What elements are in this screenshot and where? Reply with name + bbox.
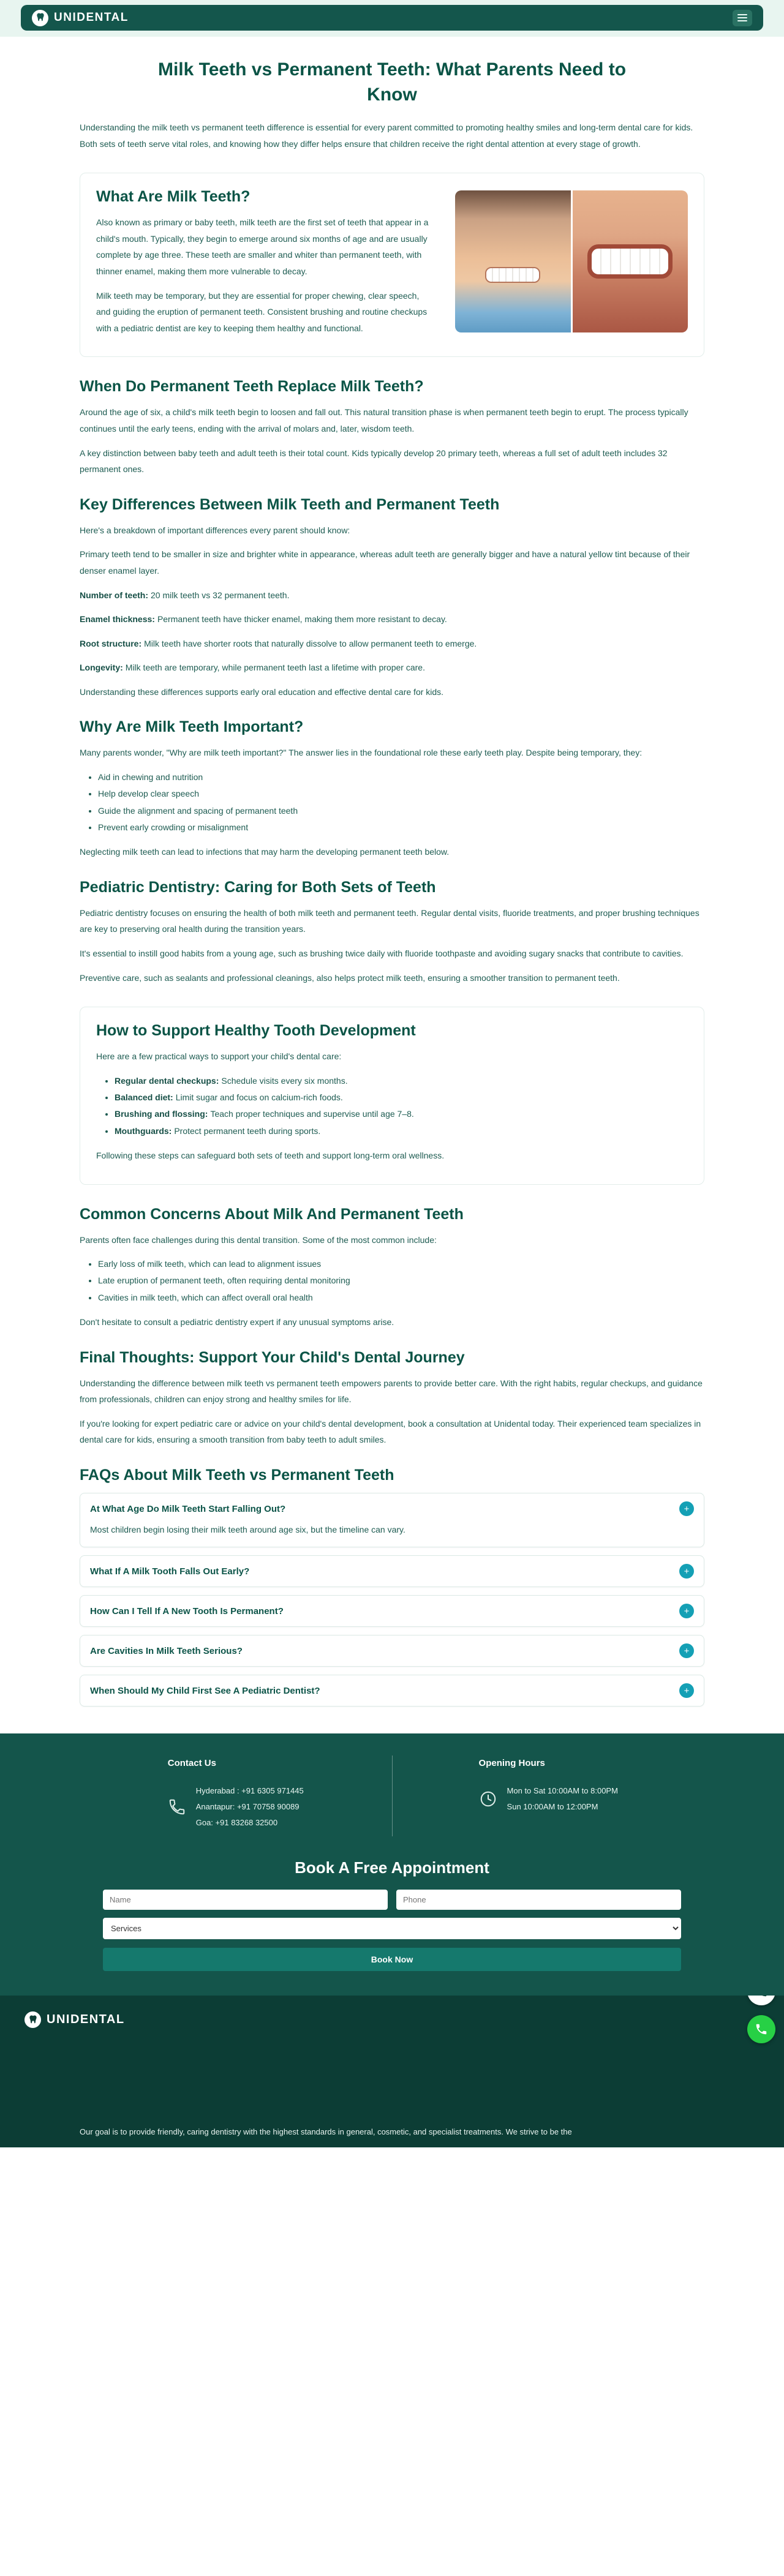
name-input[interactable]	[103, 1890, 388, 1910]
tooth-icon	[32, 10, 48, 26]
difference-label: Number of teeth:	[80, 590, 148, 600]
faq-item	[80, 1675, 704, 1707]
hours-line: Sun 10:00AM to 12:00PM	[507, 1802, 598, 1812]
hours-heading: Opening Hours	[478, 1758, 545, 1769]
section-heading: Common Concerns About Milk And Permanent Teeth	[80, 1205, 464, 1223]
list-item	[115, 1123, 688, 1140]
section-heading: When Do Permanent Teeth Replace Milk Teeth?	[80, 378, 424, 396]
faq-question-row[interactable]	[90, 1604, 694, 1618]
difference-label: Root structure:	[80, 638, 142, 648]
section-heading: Pediatric Dentistry: Caring for Both Sets of Teeth	[80, 878, 436, 896]
paragraph: Don't hesitate to consult a pediatric dentistry expert if any unusual symptoms arise.	[80, 1317, 394, 1327]
faq-question: What If A Milk Tooth Falls Out Early?	[90, 1566, 250, 1577]
section-common-concerns	[80, 1206, 704, 1331]
paragraph: Also known as primary or baby teeth, milk teeth are the first set of teeth that appear in a child's mouth. Typically, they begin to emerge around six months of age and are usually complete by age three. These teeth are smaller and whiter than permanent teeth, with thinner enamel, making them more vulnerable to decay.	[96, 217, 429, 276]
whatsapp-button[interactable]	[747, 2015, 775, 2043]
paragraph: Parents often face challenges during this dental transition. Some of the most common include:	[80, 1234, 437, 1245]
faq-expand-icon[interactable]: +	[679, 1683, 694, 1698]
faq-question-row[interactable]	[90, 1564, 694, 1579]
faq-question: At What Age Do Milk Teeth Start Falling Out?	[90, 1503, 286, 1514]
faq-answer: Most children begin losing their milk teeth around age six, but the timeline can vary.	[90, 1525, 405, 1535]
support-text: Limit sugar and focus on calcium-rich foods.	[175, 1092, 343, 1103]
faq-question-row[interactable]	[90, 1643, 694, 1658]
brand-name: UNIDENTAL	[54, 11, 129, 24]
header	[0, 0, 784, 37]
child-smile-photo	[455, 190, 571, 332]
list-item	[115, 1089, 688, 1106]
difference-item	[80, 636, 704, 652]
footer	[0, 1733, 784, 1996]
difference-text: Milk teeth are temporary, while permanent teeth last a lifetime with proper care.	[125, 663, 425, 673]
contact-line: Goa: +91 83268 32500	[195, 1818, 278, 1828]
support-text: Teach proper techniques and supervise until age 7–8.	[210, 1109, 414, 1119]
contact-line: Hyderabad : +91 6305 971445	[195, 1786, 304, 1796]
call-button[interactable]	[747, 1996, 775, 2005]
section-what-are-milk-teeth	[80, 173, 704, 357]
list-item	[115, 1073, 688, 1089]
faq-item	[80, 1555, 704, 1587]
section-heading: What Are Milk Teeth?	[96, 188, 251, 206]
paragraph: Pediatric dentistry focuses on ensuring the health of both milk teeth and permanent teeth. Regular dental visits, fluoride treatments, and proper brushing techniques are key to preserving oral health during the transition years.	[80, 907, 699, 934]
section-importance	[80, 718, 704, 860]
footer-hours	[392, 1756, 705, 1836]
list-item: • Guide the alignment and spacing of permanent teeth	[98, 803, 704, 819]
difference-label: Longevity:	[80, 663, 123, 673]
list-item: • Prevent early crowding or misalignment	[98, 819, 704, 836]
faq-heading: FAQs About Milk Teeth vs Permanent Teeth	[80, 1466, 394, 1484]
paragraph: Here are a few practical ways to support your child's dental care:	[96, 1051, 342, 1062]
phone-input[interactable]	[396, 1890, 681, 1910]
tooth-icon	[24, 2011, 41, 2028]
paragraph: A key distinction between baby teeth and adult teeth is their total count. Kids typically develop 20 primary teeth, whereas a full set of adult teeth includes 32 permanent ones.	[80, 448, 668, 475]
closeup-smile-photo	[573, 190, 688, 332]
footer-bottom	[0, 1996, 784, 2147]
book-now-button[interactable]: Book Now	[103, 1948, 681, 1971]
list-item: • Help develop clear speech	[98, 786, 704, 802]
whatsapp-icon	[755, 2022, 768, 2036]
faq-item	[80, 1493, 704, 1547]
hours-line: Mon to Sat 10:00AM to 8:00PM	[507, 1786, 618, 1796]
section-faq	[80, 1466, 704, 1707]
section-pediatric-dentistry	[80, 879, 704, 986]
faq-item	[80, 1635, 704, 1667]
difference-text: 20 milk teeth vs 32 permanent teeth.	[151, 590, 290, 600]
paragraph: Many parents wonder, "Why are milk teeth important?" The answer lies in the foundational role these early teeth play. Despite being temporary, they:	[80, 748, 643, 758]
paragraph: Around the age of six, a child's milk teeth begin to loosen and fall out. This natural transition phase is when permanent teeth begin to erupt. The process typically continues until the early teens, ending with the arrival of molars and, later, wisdom teeth.	[80, 407, 688, 434]
footer-contact	[80, 1756, 392, 1836]
brand-logo[interactable]	[32, 10, 129, 26]
faq-question-row[interactable]	[90, 1501, 694, 1516]
paragraph: If you're looking for expert pediatric care or advice on your child's dental development, book a consultation at Unidental today. Their experienced team specializes in dental care for kids, ensuring a smooth transition from baby teeth to adult smiles.	[80, 1418, 701, 1445]
concerns-list	[80, 1256, 704, 1306]
difference-text: Milk teeth have shorter roots that naturally dissolve to allow permanent teeth to emerge.	[144, 638, 477, 648]
floating-actions	[747, 1996, 775, 2043]
faq-question-row[interactable]	[90, 1683, 694, 1698]
intro-paragraph: Understanding the milk teeth vs permanent teeth difference is essential for every parent committed to promoting healthy smiles and long-term dental care for kids. Both sets of teeth serve vital roles, and knowing how they differ helps ensure that children receive the right dental attention at every stage of growth.	[80, 122, 693, 149]
footer-about-text: Our goal is to provide friendly, caring dentistry with the highest standards in general, cosmetic, and specialist treatments. We strive to be the	[80, 2127, 572, 2136]
faq-item	[80, 1595, 704, 1627]
list-item: • Aid in chewing and nutrition	[98, 769, 704, 786]
phone-icon	[755, 1996, 768, 1998]
importance-list	[80, 769, 704, 836]
support-label: Regular dental checkups:	[115, 1075, 219, 1086]
appointment-heading: Book A Free Appointment	[295, 1858, 489, 1877]
support-list	[96, 1073, 688, 1140]
list-item	[115, 1106, 688, 1122]
faq-question: Are Cavities In Milk Teeth Serious?	[90, 1645, 243, 1656]
paragraph: Here's a breakdown of important differences every parent should know:	[80, 525, 350, 535]
paragraph: Following these steps can safeguard both sets of teeth and support long-term oral wellness.	[96, 1151, 445, 1160]
paragraph: Understanding the difference between milk teeth vs permanent teeth empowers parents to provide better care. With the right habits, regular checkups, and guidance from professionals, children can enjoy strong and healthy smiles for life.	[80, 1378, 703, 1405]
paragraph: Understanding these differences supports early oral education and effective dental care for kids.	[80, 686, 444, 697]
footer-brand-logo[interactable]	[24, 2011, 760, 2028]
page-title: Milk Teeth vs Permanent Teeth: What Parents Need to Know	[157, 59, 627, 105]
navbar	[21, 5, 763, 31]
faq-expand-icon[interactable]: +	[679, 1604, 694, 1618]
services-select[interactable]	[103, 1918, 681, 1939]
difference-text: Permanent teeth have thicker enamel, making them more resistant to decay.	[157, 614, 447, 625]
faq-expand-icon[interactable]: +	[679, 1643, 694, 1658]
difference-label: Enamel thickness:	[80, 614, 155, 625]
support-label: Balanced diet:	[115, 1092, 173, 1103]
paragraph: Milk teeth may be temporary, but they are essential for proper chewing, clear speech, and guiding the eruption of permanent teeth. Consistent brushing and routine checkups with a pediatric dentist are key to keeping them healthy and functional.	[96, 290, 428, 333]
faq-collapse-icon[interactable]: +	[679, 1501, 694, 1516]
section-heading: Why Are Milk Teeth Important?	[80, 718, 304, 736]
support-text: Protect permanent teeth during sports.	[174, 1125, 321, 1136]
section-key-differences	[80, 496, 704, 700]
paragraph: Neglecting milk teeth can lead to infections that may harm the developing permanent teeth below.	[80, 847, 450, 857]
difference-item	[80, 611, 704, 628]
list-item: • Late eruption of permanent teeth, often requiring dental monitoring	[98, 1272, 704, 1289]
paragraph: It's essential to instill good habits from a young age, such as brushing twice daily with fluoride toothpaste and avoiding sugary snacks that contribute to cavities.	[80, 948, 684, 959]
contact-line: Anantapur: +91 70758 90089	[195, 1802, 300, 1812]
footer-brand-name: UNIDENTAL	[47, 2013, 125, 2027]
phone-icon	[168, 1798, 186, 1816]
support-text: Schedule visits every six months.	[221, 1075, 348, 1086]
section-heading: Final Thoughts: Support Your Child's Dental Journey	[80, 1348, 465, 1366]
article	[80, 58, 704, 1707]
paragraph: Primary teeth tend to be smaller in size and brighter white in appearance, whereas adult teeth are generally bigger and have a natural yellow tint because of their denser enamel layer.	[80, 549, 690, 576]
list-item: • Cavities in milk teeth, which can affect overall oral health	[98, 1290, 704, 1306]
difference-item	[80, 587, 704, 604]
support-label: Brushing and flossing:	[115, 1109, 208, 1119]
section-replace	[80, 378, 704, 477]
difference-item	[80, 659, 704, 676]
hamburger-menu-icon[interactable]	[733, 10, 752, 26]
section-support-development	[80, 1007, 704, 1184]
support-label: Mouthguards:	[115, 1125, 172, 1136]
paragraph: Preventive care, such as sealants and professional cleanings, also helps protect milk teeth, ensuring a smoother transition to permanent teeth.	[80, 972, 620, 983]
appointment-form	[103, 1858, 681, 1971]
section-heading: How to Support Healthy Tooth Development	[96, 1022, 416, 1040]
list-item: • Early loss of milk teeth, which can lead to alignment issues	[98, 1256, 704, 1272]
contact-heading: Contact Us	[167, 1758, 216, 1769]
section-heading: Key Differences Between Milk Teeth and Permanent Teeth	[80, 495, 500, 513]
children-smiling-photo	[455, 190, 688, 332]
faq-question: When Should My Child First See A Pediatric Dentist?	[90, 1685, 320, 1696]
faq-expand-icon[interactable]: +	[679, 1564, 694, 1579]
section-final-thoughts	[80, 1349, 704, 1448]
faq-question: How Can I Tell If A New Tooth Is Permanent?	[90, 1605, 284, 1617]
clock-icon	[479, 1790, 497, 1808]
